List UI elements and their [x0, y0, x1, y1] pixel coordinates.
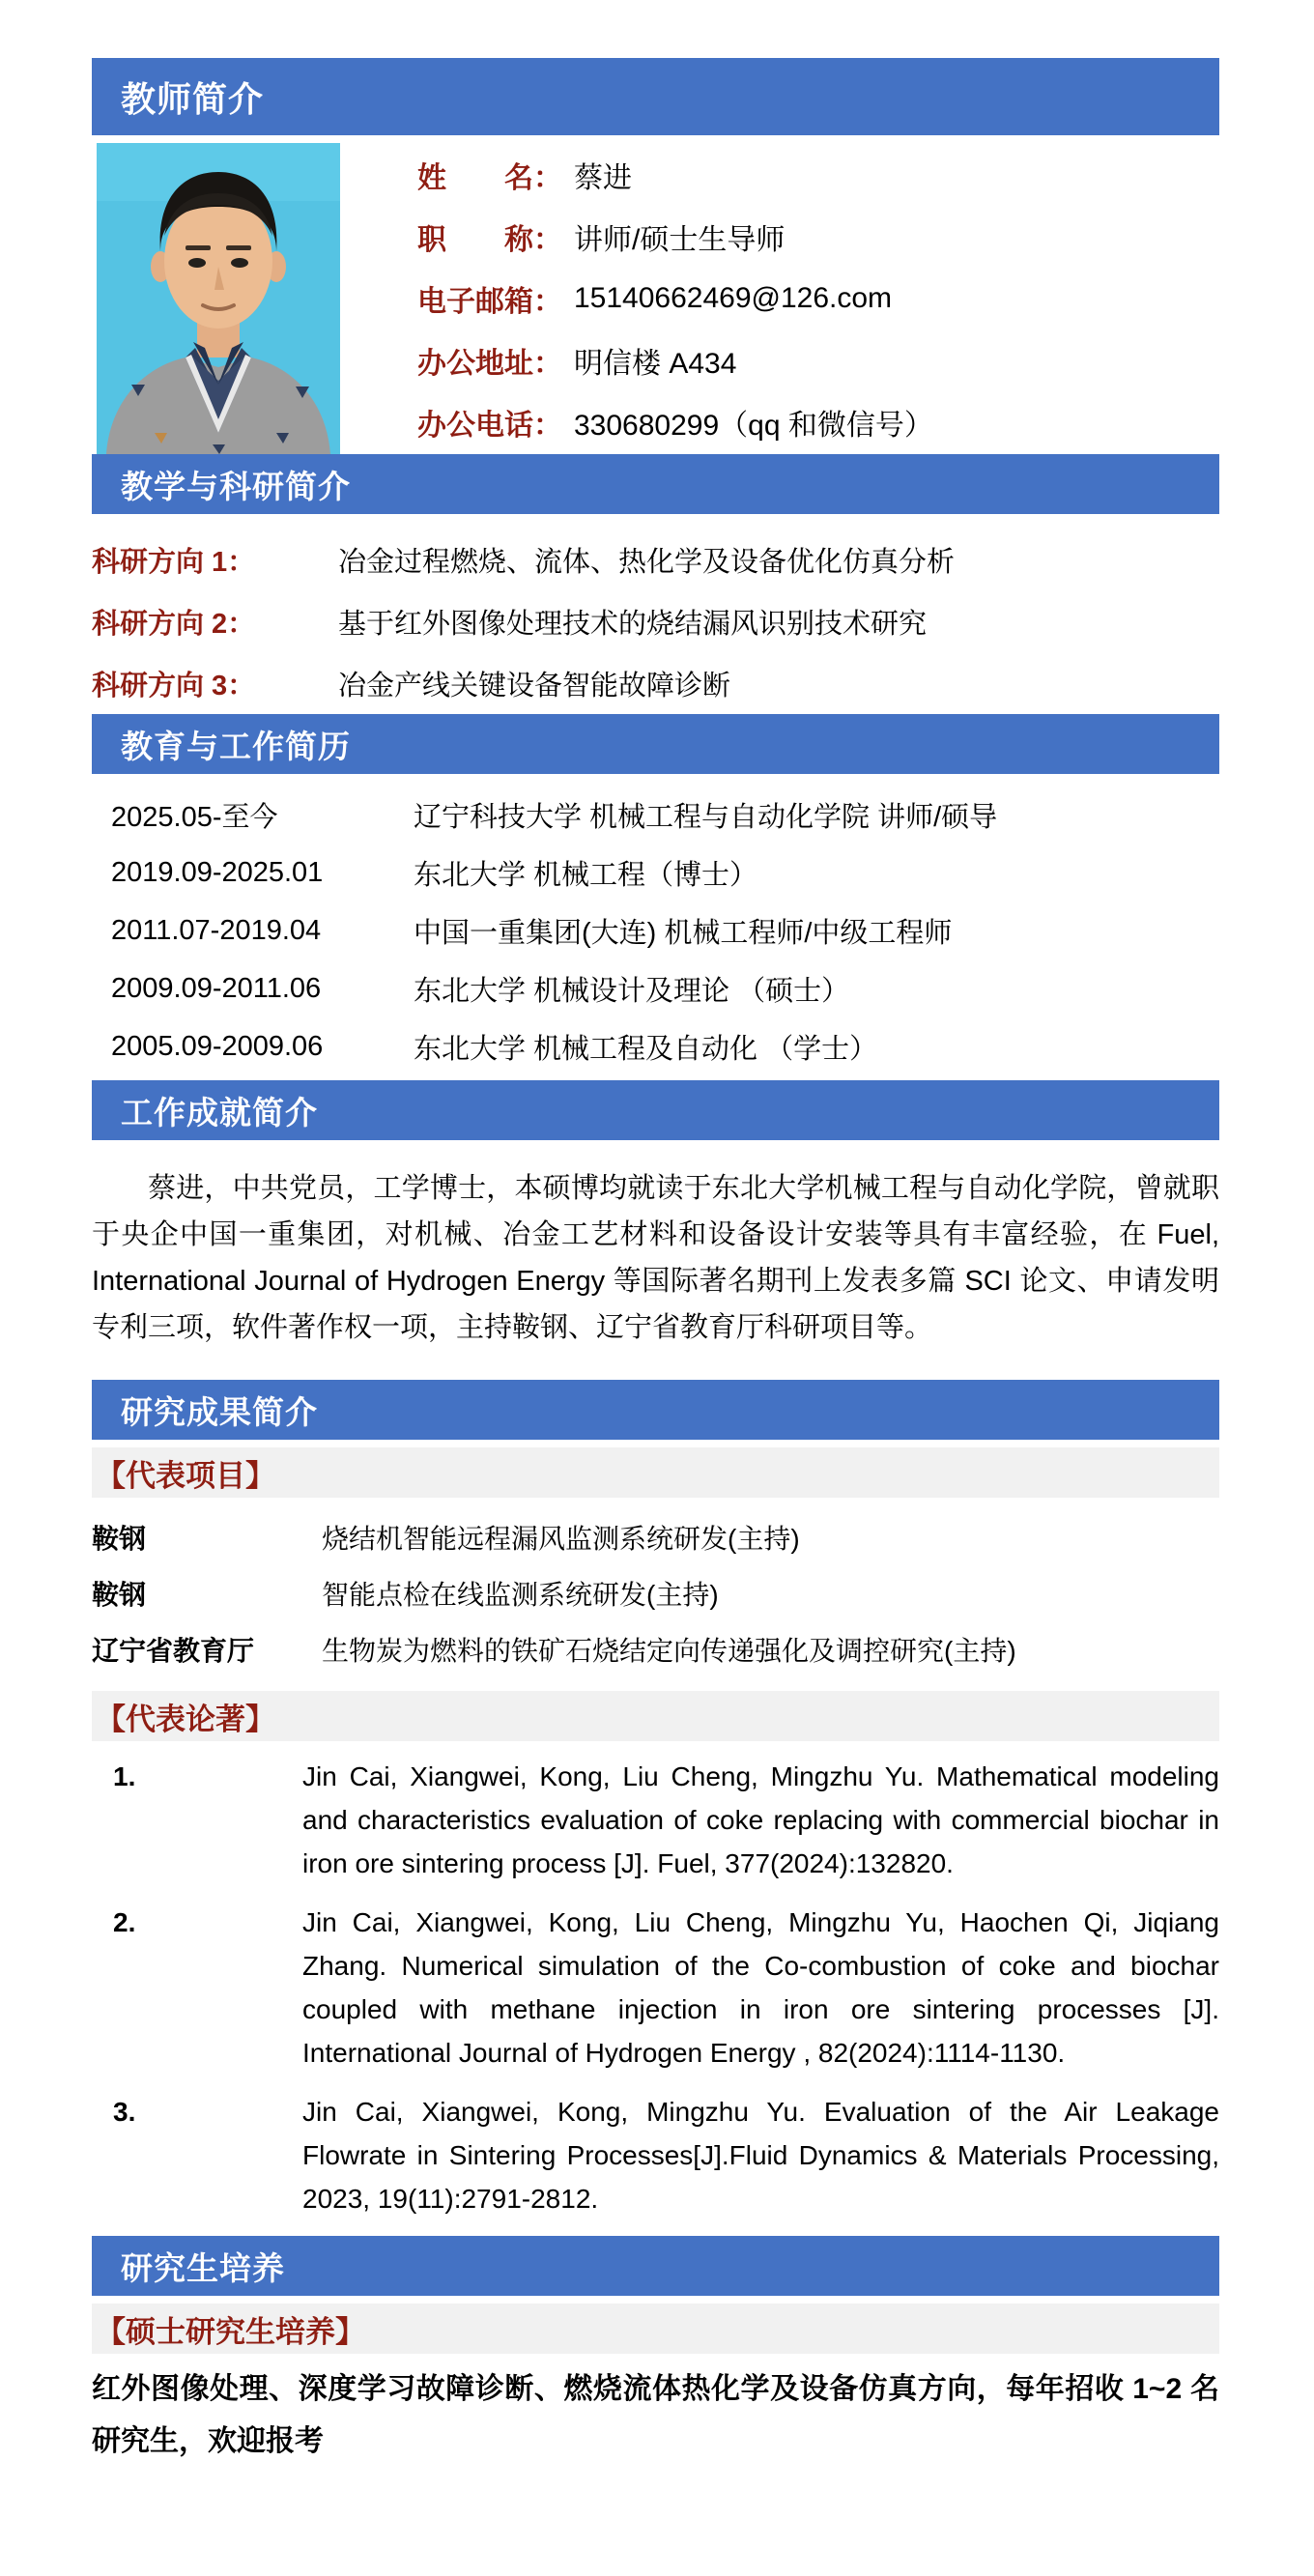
timeline-period: 2009.09-2011.06	[111, 972, 322, 1004]
field-value: 讲师/硕士生导师	[574, 224, 786, 256]
timeline-detail: 辽宁科技大学 机械工程与自动化学院 讲师/硕导	[414, 801, 998, 833]
direction-label: 科研方向 2：	[92, 608, 256, 640]
timeline-period: 2025.05-至今	[111, 801, 278, 833]
publication-item	[92, 1755, 1219, 1885]
publication-number: 3.	[113, 2097, 136, 2127]
subheading-master-training	[92, 2304, 1219, 2354]
research-direction-row	[92, 590, 1219, 652]
project-row	[92, 1565, 1219, 1621]
timeline-row	[92, 844, 1219, 902]
timeline-row	[92, 959, 1219, 1017]
project-row	[92, 1621, 1219, 1677]
timeline-period: 2019.09-2025.01	[111, 856, 324, 888]
timeline-detail: 中国一重集团(大连) 机械工程师/中级工程师	[414, 917, 953, 949]
section-title: 教学与科研简介	[121, 468, 351, 504]
profile-field-email	[417, 268, 1219, 329]
project-title: 烧结机智能远程漏风监测系统研发(主持)	[322, 1524, 800, 1554]
section-header-teacher-intro	[92, 58, 1219, 135]
field-label: 姓 名：	[417, 162, 562, 194]
timeline-row	[92, 786, 1219, 844]
subheading-representative-projects	[92, 1447, 1219, 1498]
section-header-education-work	[92, 714, 1219, 774]
subheading-representative-publications	[92, 1691, 1219, 1741]
project-sponsor: 辽宁省教育厅	[92, 1636, 255, 1666]
direction-text: 冶金过程燃烧、流体、热化学及设备优化仿真分析	[338, 546, 956, 578]
education-work-timeline	[92, 786, 1219, 1075]
profile-field-phone	[417, 391, 1219, 453]
section-title: 教师简介	[121, 78, 265, 119]
section-title: 研究成果简介	[121, 1393, 318, 1430]
timeline-detail: 东北大学 机械工程及自动化 （学士）	[414, 1033, 878, 1065]
timeline-period: 2005.09-2009.06	[111, 1030, 324, 1062]
graduate-training-text: 红外图像处理、深度学习故障诊断、燃烧流体热化学及设备仿真方向，每年招收 1~2 名研究生，欢迎报考	[92, 2373, 1219, 2457]
section-header-teaching-research	[92, 454, 1219, 514]
field-value: 15140662469@126.com	[574, 282, 893, 314]
profile-field-name	[417, 144, 1219, 206]
profile-fields	[417, 143, 1219, 454]
profile-block	[92, 143, 1219, 454]
timeline-detail: 东北大学 机械设计及理论 （硕士）	[414, 975, 850, 1007]
section-title: 教育与工作简历	[121, 728, 351, 764]
profile-field-title	[417, 206, 1219, 268]
project-title: 智能点检在线监测系统研发(主持)	[322, 1580, 719, 1610]
research-directions	[92, 529, 1219, 714]
timeline-period: 2011.07-2019.04	[111, 914, 322, 946]
research-direction-row	[92, 652, 1219, 714]
field-value: 蔡进	[574, 162, 632, 194]
subheading-text: 【硕士研究生培养】	[96, 2314, 365, 2349]
publication-citation: Jin Cai, Xiangwei, Kong, Liu Cheng, Mingzhu Yu. Mathematical modeling and characteristics evaluation of coke replacing with commercial biochar in iron ore sintering process [J]. Fuel, 377(2024):132820.	[302, 1761, 1219, 1878]
field-label: 电子邮箱：	[417, 286, 562, 318]
project-row	[92, 1509, 1219, 1565]
section-title: 工作成就简介	[121, 1094, 318, 1131]
publication-list	[92, 1755, 1219, 2220]
field-label: 办公地址：	[417, 348, 562, 380]
subheading-text: 【代表论著】	[96, 1702, 275, 1736]
field-label: 职 称：	[417, 224, 562, 256]
timeline-row	[92, 1017, 1219, 1075]
direction-text: 基于红外图像处理技术的烧结漏风识别技术研究	[338, 608, 928, 640]
direction-label: 科研方向 1：	[92, 546, 256, 578]
direction-text: 冶金产线关键设备智能故障诊断	[338, 670, 731, 701]
profile-field-office	[417, 329, 1219, 391]
timeline-row	[92, 902, 1219, 959]
section-title: 研究生培养	[121, 2249, 285, 2286]
faculty-profile-page	[92, 0, 1219, 2468]
research-direction-row	[92, 529, 1219, 590]
publication-item	[92, 2090, 1219, 2220]
timeline-detail: 东北大学 机械工程（博士）	[414, 859, 758, 891]
publication-number: 1.	[113, 1761, 136, 1791]
direction-label: 科研方向 3：	[92, 670, 256, 701]
project-sponsor: 鞍钢	[92, 1580, 147, 1610]
publication-citation: Jin Cai, Xiangwei, Kong, Liu Cheng, Mingzhu Yu, Haochen Qi, Jiqiang Zhang. Numerical simulation of the Co-combustion of coke and biochar coupled with methane injection in iron ore sintering processes [J]. International Journal of Hydrogen Energy , 82(2024):1114-1130.	[302, 1907, 1219, 2068]
field-label: 办公电话：	[417, 410, 562, 442]
subheading-text: 【代表项目】	[96, 1458, 275, 1493]
portrait-photo	[97, 143, 340, 454]
section-header-achievement	[92, 1080, 1219, 1140]
field-value: 明信楼 A434	[574, 348, 737, 380]
project-title: 生物炭为燃料的铁矿石烧结定向传递强化及调控研究(主持)	[322, 1636, 1016, 1666]
section-header-research-results	[92, 1380, 1219, 1440]
publication-item	[92, 1901, 1219, 2075]
field-value: 330680299（qq 和微信号）	[574, 410, 933, 442]
project-list	[92, 1509, 1219, 1677]
publication-citation: Jin Cai, Xiangwei, Kong, Mingzhu Yu. Evaluation of the Air Leakage Flowrate in Sintering Processes[J].Fluid Dynamics & Materials Processing, 2023, 19(11):2791-2812.	[302, 2097, 1219, 2214]
publication-number: 2.	[113, 1907, 136, 1937]
achievement-paragraph: 蔡进，中共党员，工学博士，本硕博均就读于东北大学机械工程与自动化学院，曾就职于央企中国一重集团，对机械、冶金工艺材料和设备设计安装等具有丰富经验，在 Fuel, International Journal of Hydrogen Energy 等国际著名期刊上发表多篇 SCI 论文、申请发明专利三项，软件著作权一项，主持鞍钢、辽宁省教育厅科研项目等。	[92, 1173, 1219, 1343]
project-sponsor: 鞍钢	[92, 1524, 147, 1554]
section-header-graduate-training	[92, 2236, 1219, 2296]
